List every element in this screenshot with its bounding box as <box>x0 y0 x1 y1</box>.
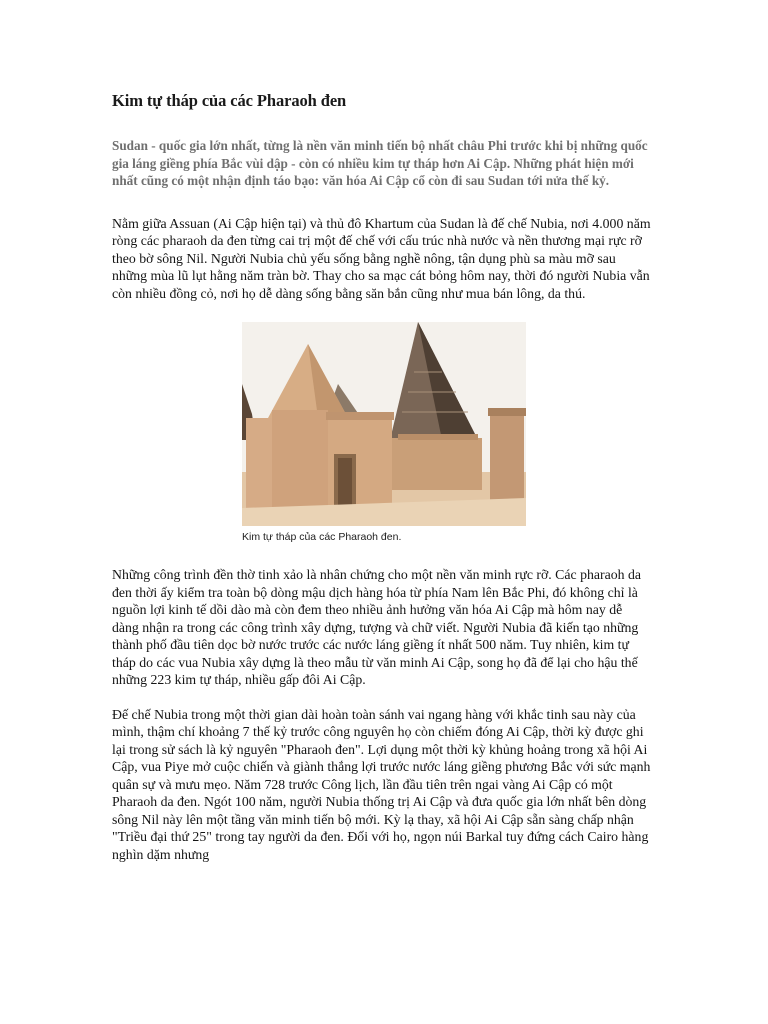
article-lead: Sudan - quốc gia lớn nhất, từng là nền văn minh tiến bộ nhất châu Phi trước khi bị những quốc gia láng giềng phía Bắc vùi dập - còn có nhiều kim tự tháp hơn Ai Cập. Những phát hiện mới nhất cũng có một nhận định táo bạo: văn hóa Ai Cập cổ còn đi sau Sudan tới nửa thế kỷ. <box>112 138 648 188</box>
figure <box>242 322 526 544</box>
article-title: Kim tự tháp của các Pharaoh đen <box>112 91 347 110</box>
paragraph: Nằm giữa Assuan (Ai Cập hiện tại) và thủ đô Khartum của Sudan là đế chế Nubia, nơi 4.000 năm ròng các pharaoh da đen từng cai trị một đế chế với cấu trúc nhà nước và nền thương mại rực rỡ theo bờ sông Nil. Người Nubia chủ yếu sống bằng nghề nông, tận dụng phù sa màu mỡ sau những mùa lũ lụt hằng năm tràn bờ. Thay cho sa mạc cát bỏng hôm nay, thời đó người Nubia vẫn còn nhiều đồng cỏ, nơi họ dễ dàng sống bằng săn bắn cũng như mua bán lông, da thú. <box>112 215 651 301</box>
paragraph: Những công trình đền thờ tinh xảo là nhân chứng cho một nền văn minh rực rỡ. Các pharaoh da đen thời ấy kiểm tra toàn bộ dòng mậu dịch hàng hóa từ phía Nam lên Bắc Phi, đó không chỉ là nguồn lợi kinh tế dồi dào mà còn đem theo nhiều ảnh hưởng văn hóa Ai Cập mà hôm nay dễ dàng nhận ra trong các công trình xây dựng, tượng và chữ viết. Người Nubia đã kiến tạo những thành phố đầu tiên dọc bờ nước trước các nước láng giềng ít nhất 500 năm. Tuy nhiên, kim tự tháp do các vua Nubia xây dựng là theo mẫu từ văn minh Ai Cập, song họ đã để lại cho hậu thế những 223 kim tự tháp, nhiều gấp đôi Ai Cập. <box>112 567 641 687</box>
figure-caption: Kim tự tháp của các Pharaoh đen. <box>242 531 402 543</box>
pyramids-photo <box>242 322 526 526</box>
paragraph: Đế chế Nubia trong một thời gian dài hoàn toàn sánh vai ngang hàng với khắc tinh sau này của mình, thậm chí khoảng 7 thế kỷ trước công nguyên họ còn chiếm đóng Ai Cập, thời kỳ được ghi lại trong sử sách là kỷ nguyên "Pharaoh đen". Lợi dụng một thời kỳ khủng hoảng trong xã hội Ai Cập, vua Piye mở cuộc chiến và giành thắng lợi trước nước láng giềng phương Bắc với sức mạnh quân sự và mưu mẹo. Năm 728 trước Công lịch, lần đầu tiên trên ngai vàng Ai Cập có một Pharaoh da đen. Ngót 100 năm, người Nubia thống trị Ai Cập và đưa quốc gia lớn nhất bên dòng sông Nil này lên một tầng văn minh tiến bộ mới. Kỳ lạ thay, xã hội Ai Cập sẵn sàng chấp nhận "Triều đại thứ 25" trong tay người da đen. Đối với họ, ngọn núi Barkal tuy đứng cách Cairo hàng nghìn dặm nhưng <box>112 706 651 862</box>
article <box>112 91 652 863</box>
